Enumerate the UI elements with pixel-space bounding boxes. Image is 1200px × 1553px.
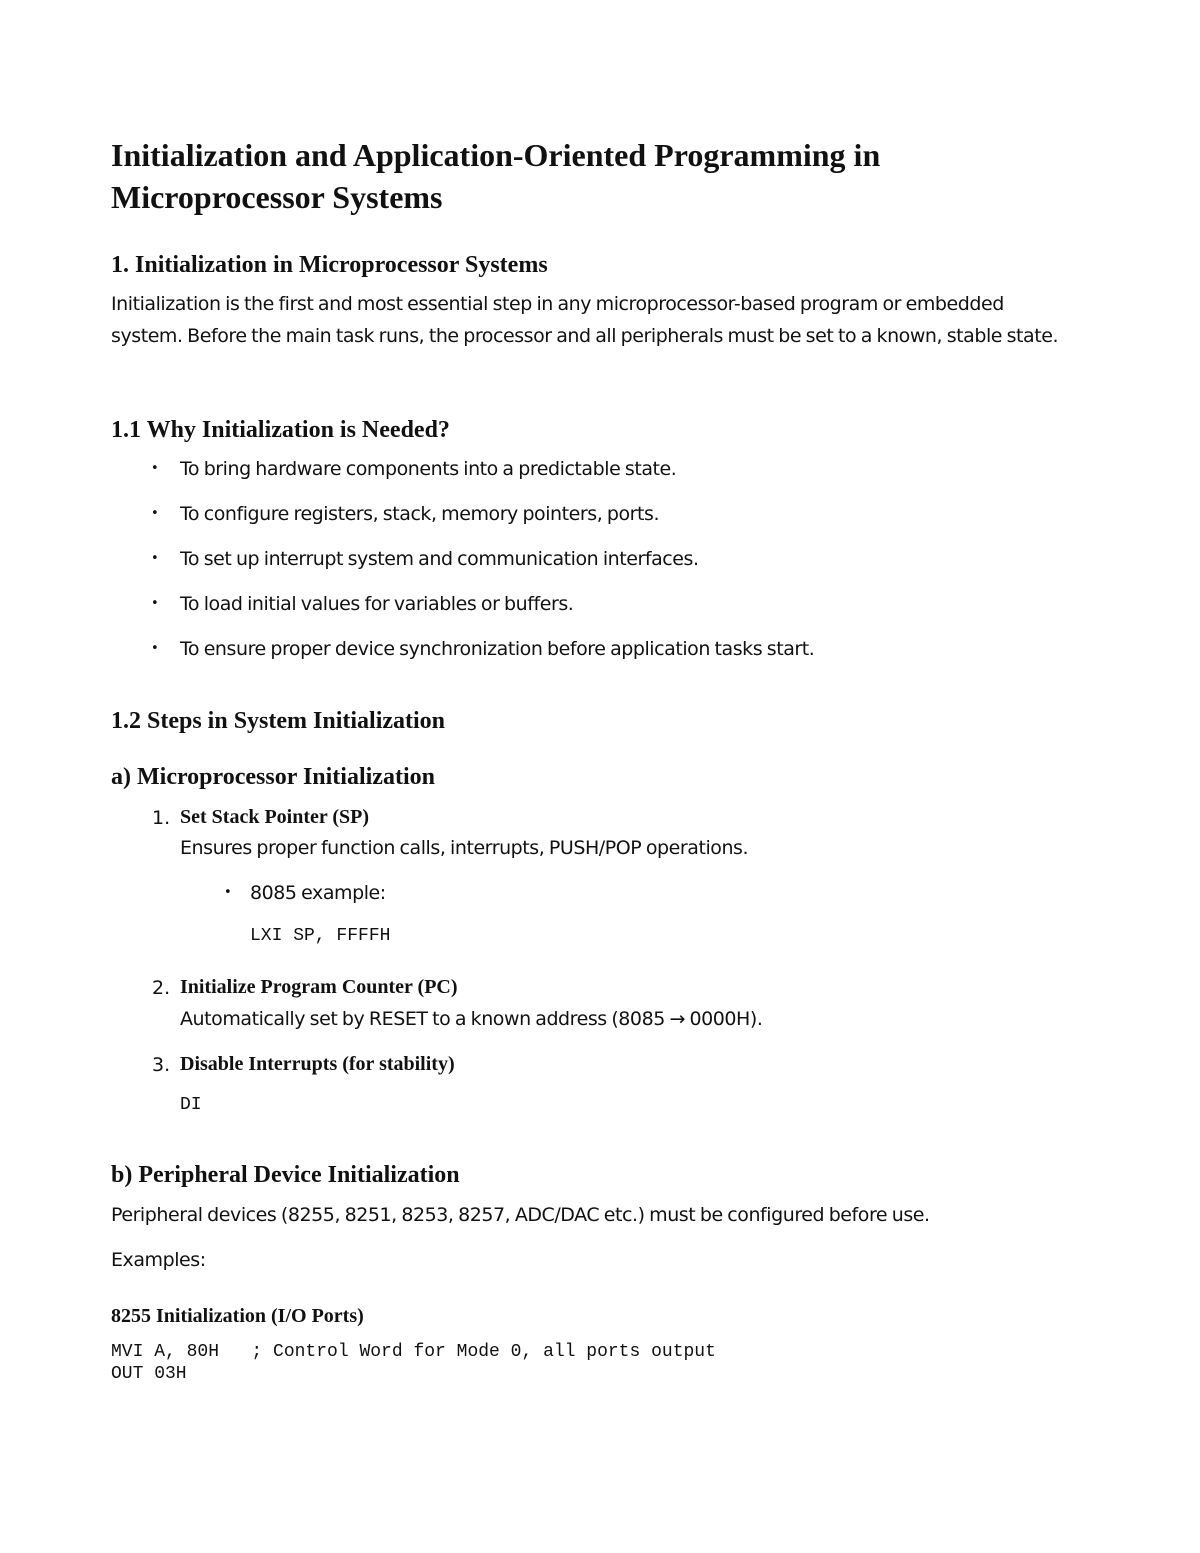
bullet-icon: • [151, 506, 159, 521]
bullet-icon: • [151, 461, 159, 476]
examples-label: Examples: [111, 1249, 206, 1271]
step-title: Disable Interrupts (for stability) [180, 1053, 455, 1075]
code-line: DI [180, 1095, 202, 1115]
list-number: 2. [152, 977, 171, 999]
section-b-heading: b) Peripheral Device Initialization [111, 1162, 460, 1188]
list-item-text: To bring hardware components into a predictable state. [180, 458, 677, 480]
list-number: 1. [152, 807, 171, 829]
code-line: MVI A, 80H ; Control Word for Mode 0, all ports output [111, 1342, 716, 1362]
section-1-2-heading: 1.2 Steps in System Initialization [111, 708, 446, 734]
step-description: Automatically set by RESET to a known address (8085 → 0000H). [180, 1008, 763, 1030]
list-number: 3. [152, 1054, 171, 1076]
section-1-paragraph: Initialization is the first and most essential step in any microprocessor-based program or embedded system. Before the main task runs, the processor and all peripherals must be set to a known, stable state. [111, 293, 1059, 347]
list-item-text: To set up interrupt system and communication interfaces. [180, 548, 699, 570]
step-title: Initialize Program Counter (PC) [180, 976, 458, 998]
bullet-icon: • [224, 885, 232, 900]
bullet-icon: • [151, 551, 159, 566]
section-1-heading: 1. Initialization in Microprocessor Systems [111, 252, 548, 278]
sub-bullet-text: 8085 example: [250, 882, 386, 904]
section-b-paragraph: Peripheral devices (8255, 8251, 8253, 8257, ADC/DAC etc.) must be configured before use. [111, 1204, 930, 1226]
section-a-heading: a) Microprocessor Initialization [111, 764, 435, 790]
list-item-text: To ensure proper device synchronization before application tasks start. [180, 638, 815, 660]
page-title: Initialization and Application-Oriented Programming in Microprocessor Systems [111, 137, 881, 215]
code-line: OUT 03H [111, 1364, 187, 1384]
list-item-text: To load initial values for variables or buffers. [180, 593, 574, 615]
step-title: Set Stack Pointer (SP) [180, 806, 370, 828]
list-item-text: To configure registers, stack, memory pointers, ports. [180, 503, 660, 525]
example-subheading: 8255 Initialization (I/O Ports) [111, 1305, 364, 1327]
code-line: LXI SP, FFFFH [250, 926, 391, 946]
step-description: Ensures proper function calls, interrupts, PUSH/POP operations. [180, 837, 749, 859]
bullet-icon: • [151, 596, 159, 611]
bullet-icon: • [151, 641, 159, 656]
section-1-1-heading: 1.1 Why Initialization is Needed? [111, 417, 450, 443]
